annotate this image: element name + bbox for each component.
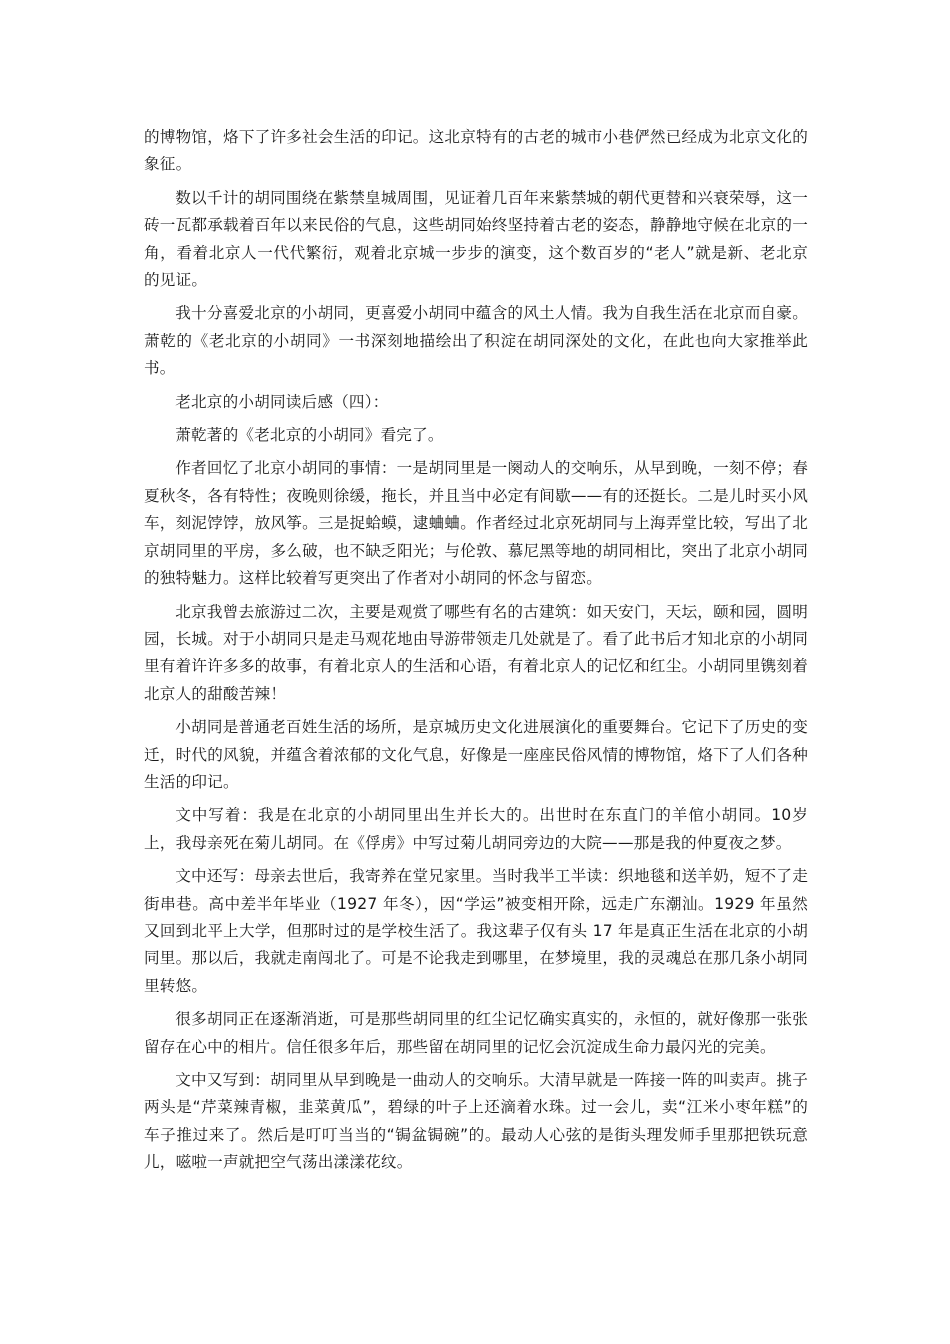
paragraph-5: 萧乾著的《老北京的小胡同》看完了。 <box>175 426 444 445</box>
section-heading: 老北京的小胡同读后感（四）： <box>175 392 389 411</box>
paragraph-10: 文中还写：母亲去世后，我寄养在堂兄家里。当时我半工半读：织地毯和送羊奶，短不了走街串巷。高中差半年毕业（1927 年冬），因“学运”被变相开除，远走广东潮汕。1929 年虽然又回到北平上大学，但那时过的是学校生活了。我这辈子仅有头 17 年是真正生活在北京的小胡同里。那以后，我就走南闯北了。可是不论我走到哪里，在梦境里，我的灵魂总在那几条小胡同里转悠。 <box>144 867 808 995</box>
paragraph-9: 文中写着：我是在北京的小胡同里出生并长大的。出世时在东直门的羊倌小胡同。10岁上，我母亲死在菊儿胡同。在《俘虏》中写过菊儿胡同旁边的大院——那是我的仲夏夜之梦。 <box>144 806 808 852</box>
document-body <box>144 124 808 1183</box>
paragraph-11: 很多胡同正在逐渐消逝，可是那些胡同里的红尘记忆确实真实的，永恒的，就好像那一张张留存在心中的相片。信任很多年后，那些留在胡同里的记忆会沉淀成生命力最闪光的完美。 <box>144 1010 808 1056</box>
paragraph-8: 小胡同是普通老百姓生活的场所，是京城历史文化进展演化的重要舞台。它记下了历史的变迁，时代的风貌，并蕴含着浓郁的文化气息，好像是一座座民俗风情的博物馆，烙下了人们各种生活的印记。 <box>144 718 808 791</box>
paragraph-7: 北京我曾去旅游过二次，主要是观赏了哪些有名的古建筑：如天安门，天坛，颐和园，圆明园，长城。对于小胡同只是走马观花地由导游带领走几处就是了。看了此书后才知北京的小胡同里有着许许多多的故事，有着北京人的生活和心语，有着北京人的记忆和红尘。小胡同里镌刻着北京人的甜酸苦辣！ <box>144 602 808 703</box>
paragraph-3: 我十分喜爱北京的小胡同，更喜爱小胡同中蕴含的风土人情。我为自我生活在北京而自豪。萧乾的《老北京的小胡同》一书深刻地描绘出了积淀在胡同深处的文化，在此也向大家推举此书。 <box>144 304 808 378</box>
paragraph-6: 作者回忆了北京小胡同的事情：一是胡同里是一阕动人的交响乐，从早到晚，一刻不停；春夏秋冬，各有特性；夜晚则徐缓，拖长，并且当中必定有间歇——有的还挺长。二是儿时买小风车，刻泥饽饽，放风筝。三是捉蛤蟆，逮蛐蛐。作者经过北京死胡同与上海弄堂比较，写出了北京胡同里的平房，多么破，也不缺乏阳光；与伦敦、慕尼黑等地的胡同相比，突出了北京小胡同的独特魅力。这样比较着写更突出了作者对小胡同的怀念与留恋。 <box>144 459 808 588</box>
paragraph-1: 的博物馆，烙下了许多社会生活的印记。这北京特有的古老的城市小巷俨然已经成为北京文化的象征。 <box>144 128 808 174</box>
paragraph-2: 数以千计的胡同围绕在紫禁皇城周围，见证着几百年来紫禁城的朝代更替和兴衰荣辱，这一砖一瓦都承载着百年以来民俗的气息，这些胡同始终坚持着古老的姿态，静静地守候在北京的一角，看着北京人一代代繁衍，观着北京城一步步的演变，这个数百岁的“老人”就是新、老北京的见证。 <box>144 188 808 290</box>
paragraph-12: 文中又写到：胡同里从早到晚是一曲动人的交响乐。大清早就是一阵接一阵的叫卖声。挑子两头是“芹菜辣青椒，韭菜黄瓜”，碧绿的叶子上还滴着水珠。过一会儿，卖“江米小枣年糕”的车子推过来了。然后是叮叮当当的“锔盆锔碗”的。最动人心弦的是街头理发师手里那把铁玩意儿，嗞啦一声就把空气荡出漾漾花纹。 <box>144 1071 808 1172</box>
